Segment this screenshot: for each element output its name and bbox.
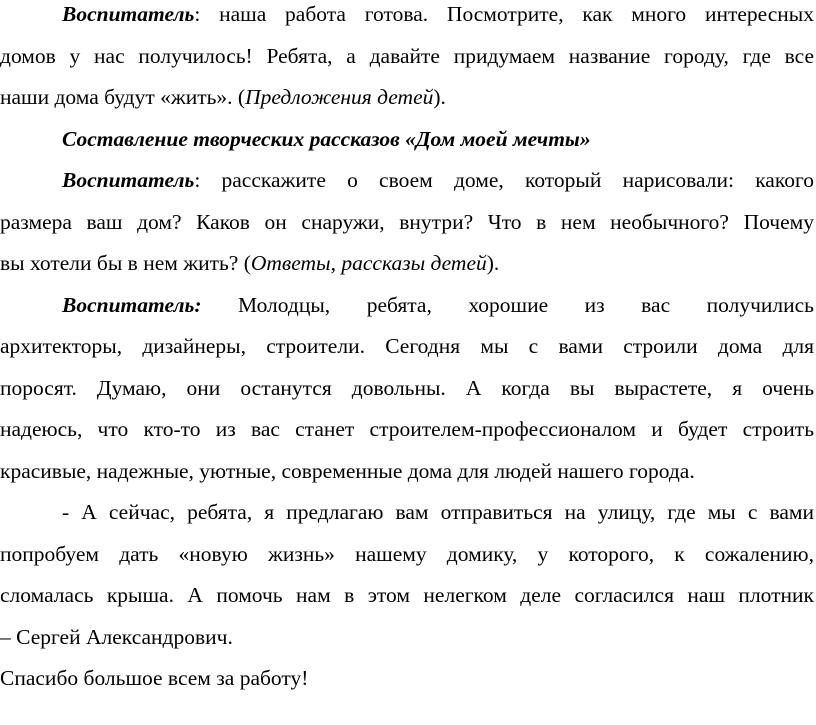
- paragraph-text: Молодцы, ребята, хорошие из вас получились: [201, 292, 814, 317]
- paragraph-1-line-2: домов у нас получилось! Ребята, а давайте придумаем название городу, где все: [0, 43, 814, 68]
- paragraph-1-line-3: [0, 77, 814, 119]
- paragraph-text: наши дома будут «жить». (: [0, 85, 246, 109]
- speaker-label: Воспитатель: [62, 168, 195, 192]
- closing-line: Спасибо большое всем за работу!: [0, 666, 309, 690]
- italic-remark: Ответы, рассказы детей: [250, 251, 487, 275]
- paragraph-3-line-5: красивые, надежные, уютные, современные дома для людей нашего города.: [0, 458, 695, 483]
- paragraph-text: : наша работа готова. Посмотрите, как много интересных: [194, 2, 814, 26]
- paragraph-text: вы хотели бы в нем жить? (: [0, 251, 251, 275]
- italic-remark: Предложения детей: [245, 85, 434, 109]
- speaker-label: Воспитатель:: [62, 292, 202, 317]
- speaker-label: Воспитатель: [62, 2, 195, 26]
- section-heading: Составление творческих рассказов «Дом моей мечты»: [62, 126, 591, 151]
- paragraph-2-line-3: [0, 243, 814, 285]
- paragraph-1-line-1: [62, 0, 814, 36]
- paragraph-text: : расскажите о своем доме, который нарисовали: какого: [194, 168, 814, 192]
- paragraph-3-line-3: поросят. Думаю, они останутся довольны. А когда вы вырастете, я очень: [0, 375, 814, 400]
- paragraph-2-line-1: [62, 160, 814, 202]
- paragraph-4-line-3: сломалась крыша. А помочь нам в этом нелегком деле согласился наш плотник: [0, 583, 814, 607]
- paragraph-text: ).: [486, 251, 500, 275]
- paragraph-3-line-2: архитекторы, дизайнеры, строители. Сегодня мы с вами строили дома для: [0, 334, 814, 358]
- paragraph-3-line-4: надеюсь, что кто-то из вас станет строителем-профессионалом и будет строить: [0, 417, 814, 441]
- paragraph-text: ).: [433, 85, 446, 109]
- paragraph-2-line-2: размера ваш дом? Каков он снаружи, внутри? Что в нем необычного? Почему: [0, 209, 814, 234]
- paragraph-4-line-1: - А сейчас, ребята, я предлагаю вам отправиться на улицу, где мы с вами: [62, 500, 814, 524]
- paragraph-3-line-1: [62, 285, 814, 327]
- paragraph-4-line-4: – Сергей Александрович.: [0, 624, 233, 649]
- paragraph-4-line-2: попробуем дать «новую жизнь» нашему домику, у которого, к сожалению,: [0, 541, 814, 566]
